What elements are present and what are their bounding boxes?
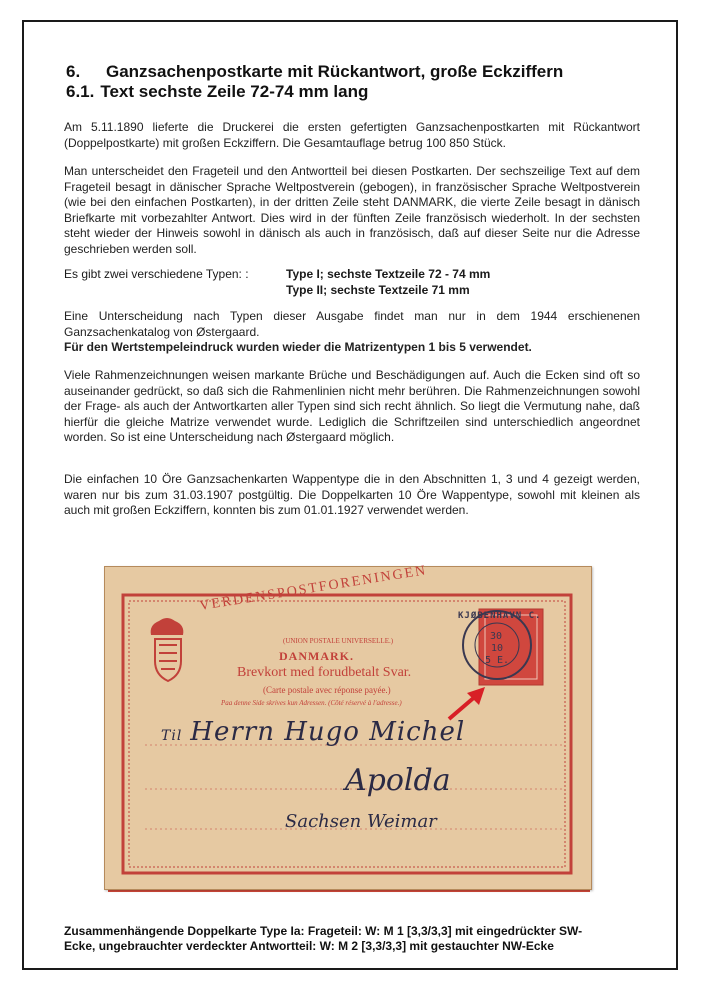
- arrow-icon: [449, 687, 485, 719]
- paragraph-validity: Die einfachen 10 Öre Ganzsachenkarten Wappentype die in den Abschnitten 1, 3 und 4 gezeigt werden, waren nur bis zum 31.03.1907 postgültig. Die Doppelkarten 10 Öre Wappentype, sowohl mit kleinen als auch mit großen Eckziffern, konnten bis zum 01.01.1927 verwendet werden.: [64, 472, 640, 517]
- paragraph-catalog-text: Eine Unterscheidung nach Typen dieser Ausgabe findet man nur in dem 1944 erschienenen Ganzsachenkatalog von Østergaard.: [64, 309, 640, 339]
- address-city: Apolda: [345, 763, 451, 798]
- types-lead: Es gibt zwei verschiedene Typen: :: [64, 267, 249, 281]
- type-2: Type II; sechste Textzeile 71 mm: [286, 283, 470, 297]
- section-title: Ganzsachenpostkarte mit Rückantwort, große Eckziffern: [106, 62, 564, 81]
- card-text-union-postale: (UNION POSTALE UNIVERSELLE.): [283, 637, 394, 645]
- postmark-city: KJØBENHAVN C.: [458, 611, 542, 621]
- address-line-name: [161, 717, 465, 747]
- card-text-carte-postale: (Carte postale avec réponse payée.): [263, 685, 391, 695]
- paragraph-frames: Viele Rahmenzeichnungen weisen markante Brüche und Beschädigungen auf. Auch die Ecken sind oft so auseinander gedrückt, so daß sich die Rahmenlinien nicht mehr berühren. Die Rahmenzeichnungen sowohl der Frage- als auch der Antwortkarten aller Typen sind sich recht ähnlich. So liegt die Vermutung nahe, daß hierfür die gleiche Matrize verwendet wurde. Lediglich die Schriftzeilen sind unterschiedlich angeordnet worden. So ist eine Unterscheidung nach Østergaard möglich.: [64, 368, 640, 444]
- paragraph-catalog: [64, 309, 640, 356]
- postmark-time: 5 E.: [485, 655, 510, 666]
- postmark-month: 10: [491, 643, 504, 654]
- subsection-heading: [66, 82, 368, 102]
- caption-line-2: Ecke, ungebrauchter verdeckter Antwortteil: W: M 2 [3,3/3,3] mit gestauchter NW-Ecke: [64, 939, 554, 953]
- types-list: [64, 266, 490, 298]
- figure-caption: [64, 924, 644, 954]
- paragraph-matrix-note: Für den Wertstempeleindruck wurden wieder die Matrizentypen 1 bis 5 verwendet.: [64, 340, 532, 354]
- paragraph-intro: Am 5.11.1890 lieferte die Druckerei die ersten gefertigten Ganzsachenpostkarten mit Rückantwort (Doppelpostkarte) mit großen Eckziffern. Die Gesamtauflage betrug 100 850 Stück.: [64, 120, 640, 150]
- card-text-brevkort: Brevkort med forudbetalt Svar.: [237, 665, 412, 680]
- caption-line-1: Zusammenhängende Doppelkarte Type Ia: Frageteil: W: M 1 [3,3/3,3] mit eingedrückter SW-: [64, 924, 583, 938]
- subsection-number: 6.1.: [66, 82, 95, 101]
- address-til: Til: [161, 728, 183, 744]
- address-name: Herrn Hugo Michel: [190, 717, 466, 747]
- address-region: Sachsen Weimar: [285, 811, 437, 832]
- card-text-danmark: DANMARK.: [279, 649, 354, 663]
- section-number: 6.: [66, 62, 81, 81]
- card-text-address-note: Paa denne Side skrives kun Adressen. (Côté réservé à l'adresse.): [221, 699, 402, 707]
- postcard-image: [104, 563, 592, 890]
- section-heading: [66, 62, 563, 82]
- coat-of-arms-icon: [151, 618, 184, 681]
- postmark-day: 30: [490, 631, 503, 642]
- paragraph-description: Man unterscheidet den Frageteil und den Antwortteil bei diesen Postkarten. Der sechszeilige Text auf dem Frageteil besagt in dänischer Sprache Weltpostverein (gebogen), in französischer Sprache Weltpostverein (wie bei den einfachen Postkarten), in der dritten Zeile steht DANMARK, die vierte Zeile besagt in dänisch Briefkarte mit vorbezahlter Antwort. Dies wird in der fünften Zeile französisch wiederholt. In der sechsten steht wieder der Hinweis sowohl in dänisch als auch in französisch, daß auf dieser Seite nur die Adresse geschrieben werden soll.: [64, 164, 640, 256]
- type-1: Type I; sechste Textzeile 72 - 74 mm: [286, 267, 491, 281]
- card-text-verdenspostforeningen: VERDENSPOSTFORENINGEN: [198, 563, 429, 615]
- subsection-title: Text sechste Zeile 72-74 mm lang: [100, 82, 369, 101]
